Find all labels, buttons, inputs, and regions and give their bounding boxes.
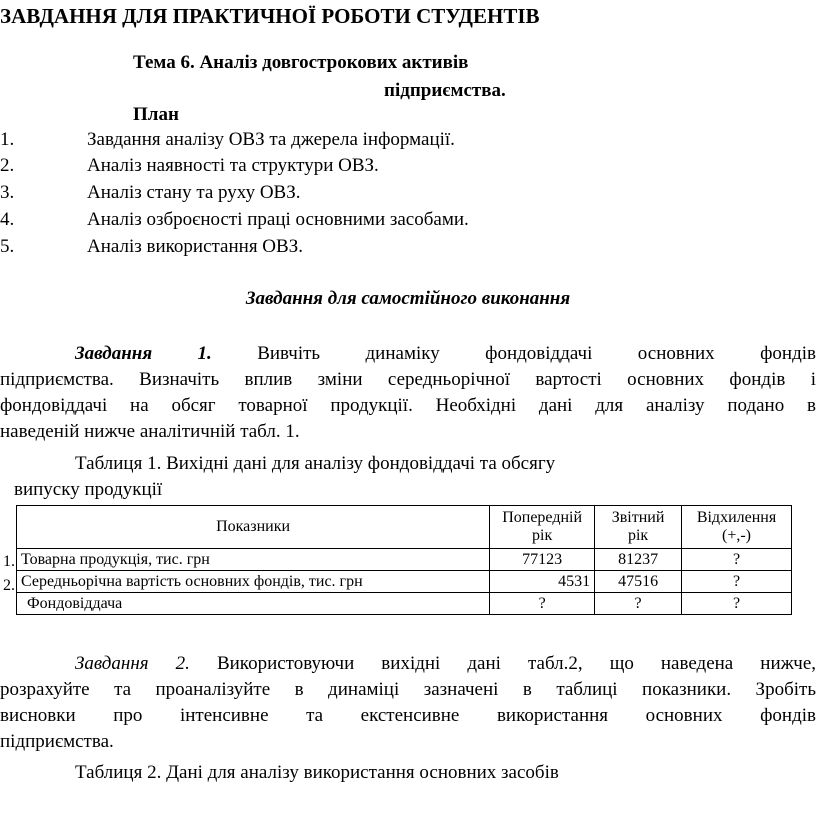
plan-item-number: 4.	[0, 209, 15, 230]
row-prev: 4531	[490, 571, 595, 593]
plan-item-number: 3.	[0, 182, 15, 203]
plan-item-text: Аналіз наявності та структури ОВЗ.	[87, 155, 379, 176]
header-prev-line1: Попередній	[502, 509, 583, 526]
table-row	[17, 593, 792, 615]
row-number: 2.	[3, 577, 15, 594]
task1-paragraph	[0, 341, 816, 445]
row-report: ?	[595, 593, 682, 615]
task2-line: розрахуйте та проаналізуйте в динаміці зазначені в таблиці показники. Зробіть	[0, 679, 816, 700]
task1-line: підприємства. Визначіть вплив зміни середньорічної вартості основних фондів і	[0, 369, 816, 390]
plan-item-number: 1.	[0, 129, 15, 150]
task1-line1-text: Вивчіть динаміку фондовіддачі основних фондів	[257, 343, 816, 364]
table-row	[17, 549, 792, 571]
plan-title: План	[133, 104, 179, 125]
header-indicator: Показники	[17, 506, 490, 549]
row-report: 81237	[595, 549, 682, 571]
row-deviation: ?	[682, 549, 792, 571]
self-work-title: Завдання для самостійного виконання	[245, 288, 571, 309]
table1-caption-line2: випуску продукції	[14, 479, 163, 500]
task2-line1-text: Використовуючи вихідні дані табл.2, що наведена нижче,	[216, 653, 816, 674]
topic-title-line2: підприємства.	[384, 80, 506, 101]
plan-item-text: Аналіз використання ОВЗ.	[87, 236, 303, 257]
header-report-line2: рік	[627, 527, 649, 544]
plan-item-text: Аналіз стану та руху ОВЗ.	[87, 182, 301, 203]
header-prev-line2: рік	[532, 527, 553, 544]
header-report-year	[595, 506, 682, 549]
table-row	[17, 571, 792, 593]
row-deviation: ?	[682, 593, 792, 615]
task1-line	[0, 341, 816, 367]
row-number: 1.	[3, 553, 15, 570]
header-deviation	[682, 506, 792, 549]
table1	[16, 505, 792, 615]
row-prev: ?	[490, 593, 595, 615]
header-dev-line2: (+,-)	[722, 527, 752, 544]
header-dev-line1: Відхилення	[696, 509, 777, 526]
task2-line: підприємства.	[0, 731, 114, 752]
task1-title: Завдання 1.	[75, 343, 212, 364]
plan-item-text: Завдання аналізу ОВЗ та джерела інформації.	[87, 129, 455, 150]
table1-caption-line1: Таблиця 1. Вихідні дані для аналізу фондовіддачі та обсягу	[75, 453, 556, 474]
row-report: 47516	[595, 571, 682, 593]
topic-title-line1: Тема 6. Аналіз довгострокових активів	[133, 52, 469, 73]
plan-item-number: 5.	[0, 236, 15, 257]
row-name: Товарна продукція, тис. грн	[17, 549, 490, 571]
row-name: Фондовіддача	[17, 593, 490, 615]
task2-paragraph	[0, 651, 816, 755]
task2-line	[0, 651, 816, 677]
row-prev: 77123	[490, 549, 595, 571]
header-prev-year	[490, 506, 595, 549]
plan-item	[0, 182, 300, 204]
row-name: Середньорічна вартість основних фондів, тис. грн	[17, 571, 490, 593]
row-deviation: ?	[682, 571, 792, 593]
table-header-row	[17, 506, 792, 549]
plan-item-text: Аналіз озброєності праці основними засобами.	[87, 209, 469, 230]
plan-item-number: 2.	[0, 155, 15, 176]
plan-item	[0, 236, 303, 258]
header-report-line1: Звітний	[611, 509, 665, 526]
plan-item	[0, 155, 379, 177]
page-heading: ЗАВДАННЯ ДЛЯ ПРАКТИЧНОЇ РОБОТИ СТУДЕНТІВ	[0, 4, 540, 28]
task2-line: висновки про інтенсивне та екстенсивне використання основних фондів	[0, 705, 816, 726]
plan-item	[0, 129, 455, 151]
task2-title: Завдання 2.	[75, 653, 190, 674]
plan-item	[0, 209, 469, 231]
task1-line: фондовіддачі на обсяг товарної продукції. Необхідні дані для аналізу подано в	[0, 395, 816, 416]
task1-line: наведеній нижче аналітичній табл. 1.	[0, 421, 300, 442]
table2-caption: Таблиця 2. Дані для аналізу використання основних засобів	[75, 762, 559, 783]
